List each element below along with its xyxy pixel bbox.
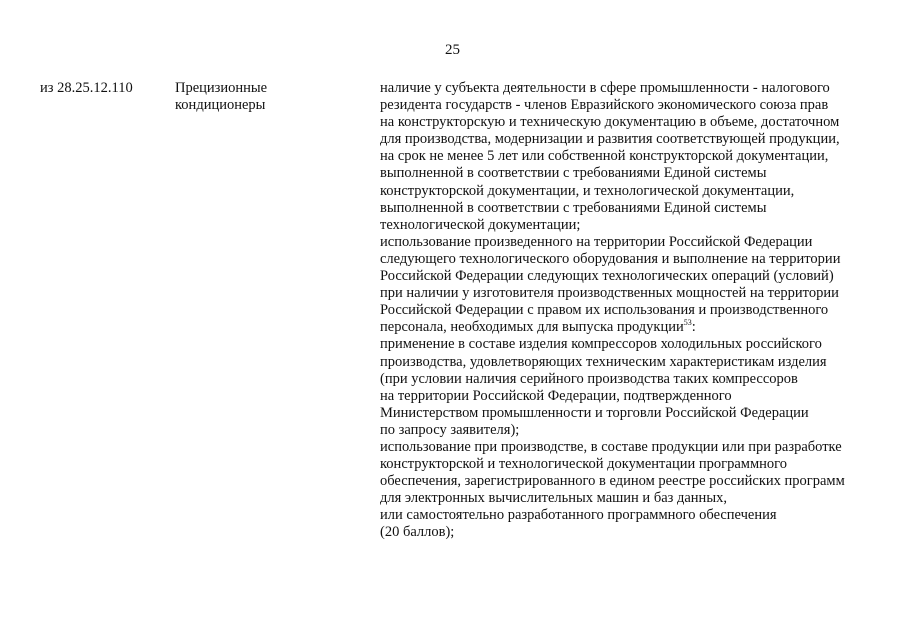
condition-line: следующего технологического оборудования и выполнение на территории [380, 250, 841, 267]
condition-line: Министерством промышленности и торговли Российской Федерации [380, 404, 809, 421]
footnote-suffix: : [691, 319, 696, 336]
condition-line: по запросу заявителя); [380, 421, 520, 438]
condition-line: Российской Федерации с правом их использования и производственного [380, 302, 829, 319]
condition-line-with-footnote [380, 319, 885, 336]
condition-line: конструкторской и технологической документации программного [380, 456, 787, 473]
product-code: из 28.25.12.110 [40, 80, 133, 96]
condition-line: технологической документации; [380, 216, 581, 233]
page-number: 25 [445, 42, 460, 58]
product-name [175, 80, 267, 114]
condition-line: (при условии наличия серийного производства таких компрессоров [380, 370, 798, 387]
condition-line: на срок не менее 5 лет или собственной конструкторской документации, [380, 148, 829, 165]
condition-line: наличие у субъекта деятельности в сфере промышленности - налогового [380, 80, 830, 96]
condition-line: для производства, модернизации и развития соответствующей продукции, [380, 131, 840, 148]
condition-line: Российской Федерации следующих технологических операций (условий) [380, 268, 834, 285]
condition-line: выполненной в соответствии с требованиями Единой системы [380, 165, 767, 182]
condition-line: резидента государств - членов Евразийского экономического союза прав [380, 97, 829, 114]
condition-line: (20 баллов); [380, 524, 455, 541]
condition-line: или самостоятельно разработанного программного обеспечения [380, 507, 777, 524]
condition-line: производства, удовлетворяющих техническим характеристикам изделия [380, 353, 827, 370]
condition-line: применение в составе изделия компрессоров холодильных российского [380, 336, 822, 353]
condition-line: на конструкторскую и техническую документацию в объеме, достаточном [380, 114, 840, 131]
condition-line: обеспечения, зарегистрированного в едином реестре российских программ [380, 473, 845, 490]
condition-line-text: персонала, необходимых для выпуска продукции [380, 319, 684, 336]
product-name-line: Прецизионные [175, 80, 268, 96]
footnote-reference: 53 [683, 318, 692, 328]
condition-line: использование произведенного на территории Российской Федерации [380, 233, 813, 250]
condition-line: для электронных вычислительных машин и баз данных, [380, 490, 727, 507]
conditions-text [380, 80, 885, 542]
condition-line: конструкторской документации, и технологической документации, [380, 182, 795, 199]
condition-line: при наличии у изготовителя производственных мощностей на территории [380, 285, 839, 302]
condition-line: использование при производстве, в составе продукции или при разработке [380, 438, 842, 455]
condition-line: на территории Российской Федерации, подтвержденного [380, 387, 732, 404]
condition-line: выполненной в соответствии с требованиями Единой системы [380, 199, 767, 216]
product-name-line: кондиционеры [175, 97, 266, 113]
